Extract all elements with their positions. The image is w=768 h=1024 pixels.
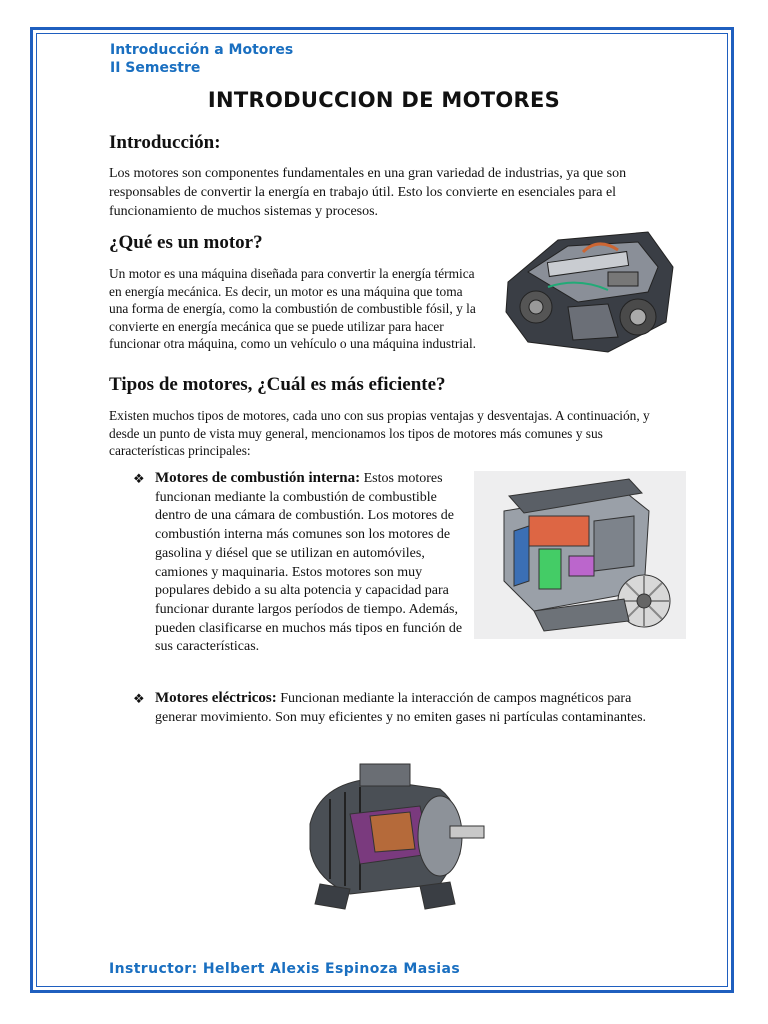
engine-block-image — [488, 212, 686, 364]
heading-introduccion: Introducción: — [109, 132, 221, 153]
heading-tipos-motores: Tipos de motores, ¿Cuál es más eficiente? — [109, 374, 446, 395]
diamond-bullet-icon: ❖ — [133, 472, 145, 487]
header-semester: II Semestre — [110, 60, 201, 76]
bullet-label-electricos: Motores eléctricos: — [155, 690, 277, 706]
bullet-motores-electricos — [155, 689, 655, 727]
instructor-footer: Instructor: Helbert Alexis Espinoza Masias — [109, 961, 461, 977]
paragraph-que-es-motor: Un motor es una máquina diseñada para convertir la energía térmica en energía mecánica. Es decir, un motor es una máquina que toma una forma de energía, como la combustión de combustible fósil, y la convierte en energía mecánica que se puede utilizar para hacer funcionar otra máquina, como un vehículo o una máquina industrial. — [109, 266, 477, 351]
electric-motor-image — [290, 754, 488, 922]
combustion-engine-cutaway-image — [474, 471, 686, 639]
header-course: Introducción a Motores — [110, 42, 294, 58]
paragraph-introduccion: Los motores son componentes fundamentales en una gran variedad de industrias, ya que son responsables de convertir la energía en trabajo útil. Esto los convierte en esenciales para el funcionamiento de muchos sistemas y procesos. — [109, 166, 627, 219]
bullet-text-electricos: Funcionan mediante la interacción de campos magnéticos para generar movimiento. Son muy eficientes y no emiten gases ni partículas contaminantes. — [155, 691, 647, 725]
bullet-text-combustion: Estos motores funcionan mediante la combustión de combustible dentro de una cámara de combustión. Los motores de combustión interna más comunes son los motores de gasolina y diésel que se utilizan en automóviles, camiones y maquinaria. Estos motores son muy populares debido a su alta potencia y capacidad para funcionar durante largos períodos de tiempo. Además, pueden clasificarse en muchos más tipos en función de sus características. — [155, 471, 463, 655]
paragraph-tipos-motores: Existen muchos tipos de motores, cada uno con sus propias ventajas y desventajas. A continuación, y desde un punto de vista muy general, mencionamos los tipos de motores más comunes y sus características principales: — [109, 408, 650, 458]
bullet-combustion-interna — [155, 469, 467, 657]
bullet-label-combustion: Motores de combustión interna: — [155, 470, 361, 486]
diamond-bullet-icon: ❖ — [133, 692, 145, 707]
heading-que-es-motor: ¿Qué es un motor? — [109, 232, 263, 253]
page-title: INTRODUCCION DE MOTORES — [207, 88, 561, 112]
